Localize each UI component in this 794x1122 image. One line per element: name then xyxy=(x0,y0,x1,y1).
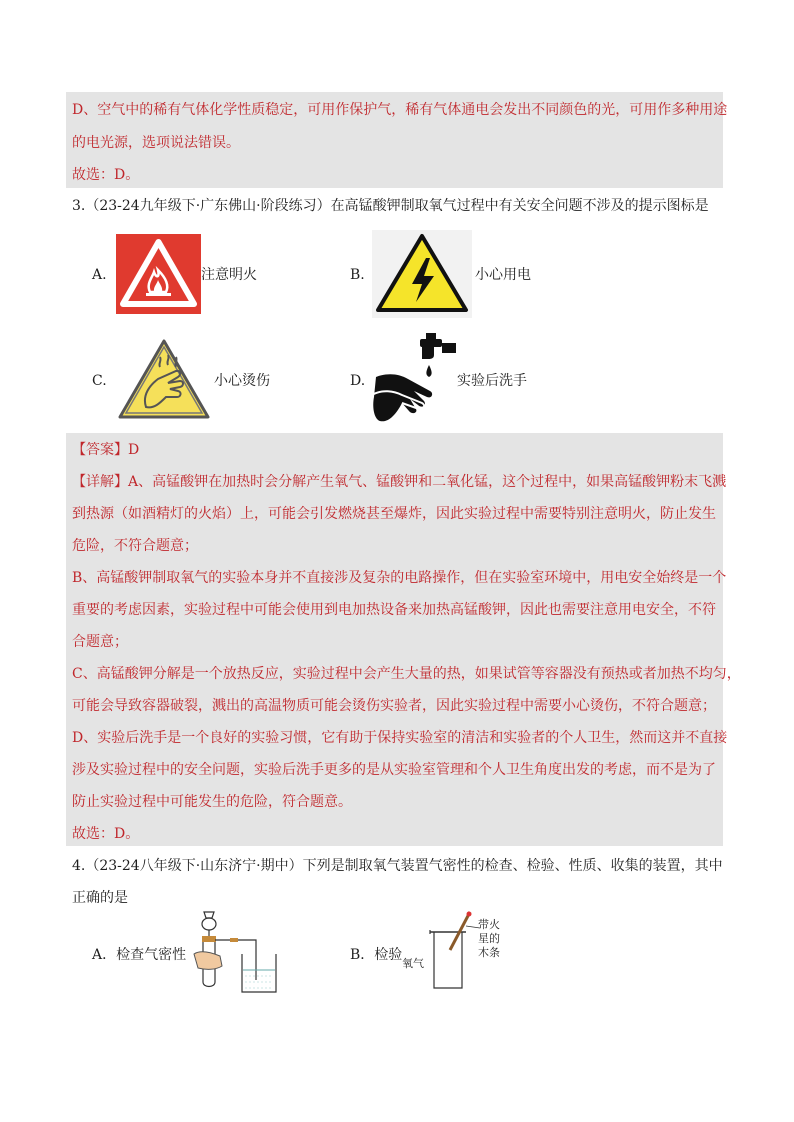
q4-option-b: B．检验 xyxy=(350,947,403,963)
q3-option-d-letter: D. xyxy=(350,373,366,389)
stick-label-line-3: 木条 xyxy=(478,946,500,959)
q3-detail-line-4: B、高锰酸钾制取氧气的实验本身并不直接涉及复杂的电路操作，但在实验室环境中，用电安全始终是一个 xyxy=(72,570,727,586)
q3-detail-line-6: 合题意； xyxy=(72,634,128,650)
fire-warning-icon xyxy=(116,234,201,314)
q3-option-b-letter: B. xyxy=(350,267,365,283)
q3-option-c-text: 小心烫伤 xyxy=(214,373,270,389)
electric-warning-icon xyxy=(372,230,472,318)
q3-stem: 3.（23-24九年级下·广东佛山·阶段练习）在高锰酸钾制取氧气过程中有关安全问题不涉及的提示图标是 xyxy=(72,198,709,214)
q4-stem-line-1: 4.（23-24八年级下·山东济宁·期中）下列是制取氧气装置气密性的检查、检验、性质、收集的装置，其中 xyxy=(72,858,723,874)
oxygen-test-diagram xyxy=(400,910,520,992)
q3-option-d-text: 实验后洗手 xyxy=(457,373,527,389)
q3-detail-line-11: 防止实验过程中可能发生的危险，符合题意。 xyxy=(72,794,352,810)
q3-choose: 故选：D。 xyxy=(72,826,140,842)
airtightness-apparatus-diagram xyxy=(190,910,282,994)
hot-surface-warning-icon xyxy=(116,337,212,423)
q3-option-b-text: 小心用电 xyxy=(475,267,531,283)
q3-option-a-text: 注意明火 xyxy=(201,267,257,283)
stick-label-line-2: 星的 xyxy=(478,932,500,945)
hand-washing-icon xyxy=(372,333,458,427)
previous-answer-line-2: 的电光源，选项说法错误。 xyxy=(72,135,240,151)
previous-answer-line-1: D、空气中的稀有气体化学性质稳定，可用作保护气，稀有气体通电会发出不同颜色的光，可用作多种用途 xyxy=(72,102,728,118)
q3-detail-line-2: 到热源（如酒精灯的火焰）上，可能会引发燃烧甚至爆炸，因此实验过程中需要特别注意明火，防止发生 xyxy=(72,506,716,522)
q3-answer-block xyxy=(66,433,723,846)
q3-detail-line-8: 可能会导致容器破裂，溅出的高温物质可能会烫伤实验者，因此实验过程中需要小心烫伤，不符合题意； xyxy=(72,698,716,714)
q3-detail-line-3: 危险，不符合题意； xyxy=(72,538,198,554)
stick-label-line-1: 带火 xyxy=(478,918,500,931)
q4-stem-line-2: 正确的是 xyxy=(72,890,128,906)
q3-detail-line-7: C、高锰酸钾分解是一个放热反应，实验过程中会产生大量的热，如果试管等容器没有预热或者加热不均匀， xyxy=(72,666,741,682)
previous-answer-choose: 故选：D。 xyxy=(72,167,140,183)
q3-answer-line: 【答案】D xyxy=(72,442,140,458)
q4-option-a: A．检查气密性 xyxy=(92,947,187,963)
q3-option-a-letter: A. xyxy=(92,267,107,283)
q3-detail-line-1: 【详解】A、高锰酸钾在加热时会分解产生氧气、锰酸钾和二氧化锰，这个过程中，如果高锰酸钾粉末飞溅 xyxy=(72,474,727,490)
oxygen-label: 氧气 xyxy=(402,957,424,970)
q3-detail-line-10: 涉及实验过程中的安全问题，实验后洗手更多的是从实验室管理和个人卫生角度出发的考虑，而不是为了 xyxy=(72,762,716,778)
q3-option-c-letter: C. xyxy=(92,373,107,389)
q3-detail-line-9: D、实验后洗手是一个良好的实验习惯，它有助于保持实验室的清洁和实验者的个人卫生，然而这并不直接 xyxy=(72,730,728,746)
q3-detail-line-5: 重要的考虑因素，实验过程中可能会使用到电加热设备来加热高锰酸钾，因此也需要注意用电安全，不符 xyxy=(72,602,716,618)
